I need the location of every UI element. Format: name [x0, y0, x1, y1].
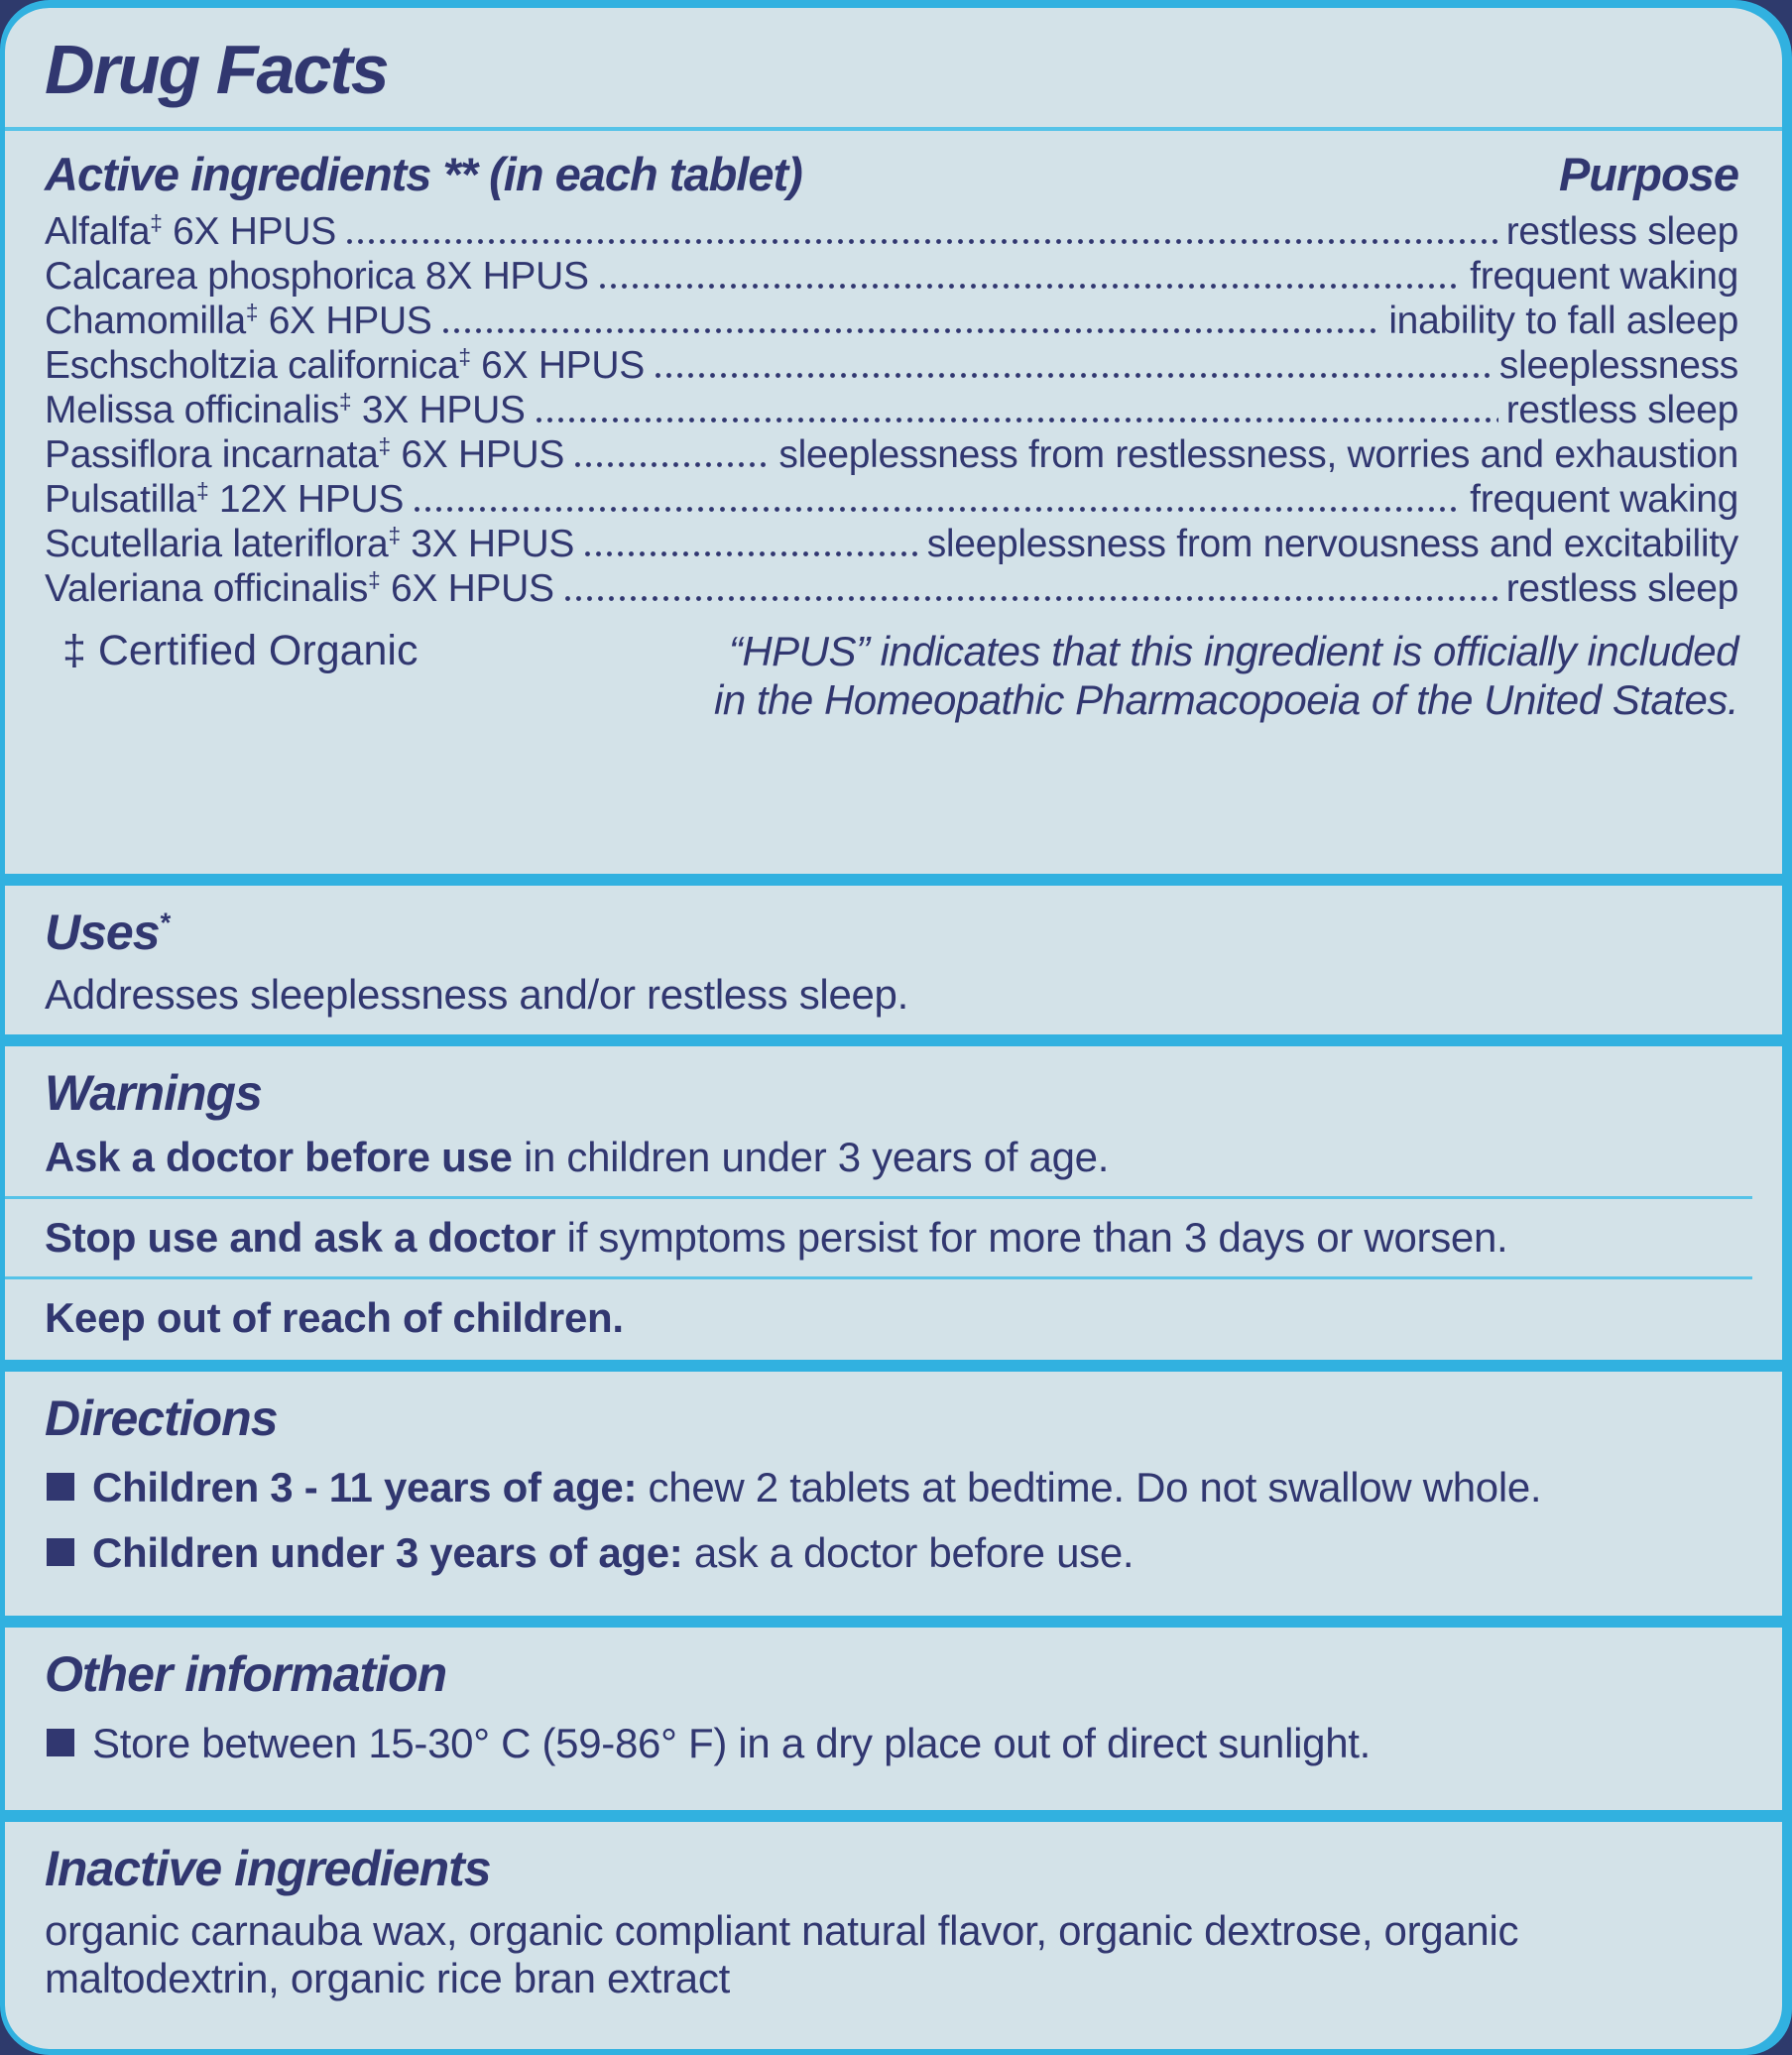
dotted-leader	[597, 284, 1462, 289]
ingredient-purpose: restless sleep	[1505, 389, 1738, 431]
ingredient-name: Chamomilla‡ 6X HPUS	[45, 300, 432, 342]
inactive-ingredients-body: organic carnauba wax, organic compliant natural flavor, organic dextrose, organic maltodextrin, organic rice bran extract	[45, 1907, 1519, 2001]
dotted-leader	[582, 551, 919, 556]
ingredient-name: Valeriana officinalis‡ 6X HPUS	[45, 567, 554, 610]
hpus-note	[418, 627, 1739, 724]
dotted-leader	[344, 239, 1498, 244]
inactive-ingredients-heading: Inactive ingredients	[45, 1841, 491, 1896]
section-directions	[5, 1372, 1782, 1616]
dotted-leader	[572, 462, 771, 467]
directions-list	[45, 1463, 1738, 1578]
active-ingredients-heading: Active ingredients ** (in each tablet)	[45, 148, 802, 200]
directions-heading: Directions	[45, 1390, 278, 1446]
direction-item	[45, 1463, 1738, 1512]
direction-text: Children 3 - 11 years of age: chew 2 tablets at bedtime. Do not swallow whole.	[92, 1464, 1542, 1511]
dotted-leader	[653, 373, 1492, 378]
ingredient-name: Scutellaria lateriflora‡ 3X HPUS	[45, 523, 575, 565]
dotted-leader	[440, 328, 1381, 333]
square-bullet-icon	[47, 1473, 74, 1501]
ingredient-purpose: sleeplessness	[1498, 344, 1738, 387]
direction-item	[45, 1528, 1738, 1578]
ingredient-purpose: frequent waking	[1470, 255, 1738, 298]
ingredient-row	[45, 209, 1738, 254]
drug-facts-title: Drug Facts	[45, 31, 388, 108]
uses-asterisk: *	[159, 907, 170, 938]
ingredient-row	[45, 566, 1738, 611]
ingredient-purpose: sleeplessness from restlessness, worries and exhaustion	[778, 433, 1738, 476]
warnings-list	[45, 1134, 1738, 1342]
active-ingredients-header-row	[45, 147, 1738, 201]
square-bullet-icon	[47, 1538, 74, 1566]
direction-text: Children under 3 years of age: ask a doctor before use.	[92, 1529, 1135, 1576]
ingredient-list	[45, 209, 1738, 611]
section-other-information	[5, 1628, 1782, 1810]
uses-heading: Uses*	[45, 905, 170, 960]
hpus-note-line2: in the Homeopathic Pharmacopoeia of the United States.	[714, 676, 1738, 723]
purpose-heading: Purpose	[1558, 148, 1738, 200]
ingredient-name: Melissa officinalis‡ 3X HPUS	[45, 389, 526, 431]
ingredient-purpose: inability to fall asleep	[1388, 300, 1738, 342]
dotted-leader	[534, 418, 1498, 423]
warning-item: Stop use and ask a doctor if symptoms persist for more than 3 days or worsen.	[5, 1196, 1752, 1262]
ingredient-name: Pulsatilla‡ 12X HPUS	[45, 478, 405, 521]
ingredient-name: Calcarea phosphorica 8X HPUS	[45, 255, 589, 298]
other-information-heading: Other information	[45, 1646, 447, 1702]
hpus-note-line1: “HPUS” indicates that this ingredient is officially included	[728, 628, 1738, 674]
ingredient-purpose: restless sleep	[1505, 567, 1738, 610]
other-information-text: Store between 15-30° C (59-86° F) in a dry place out of direct sunlight.	[92, 1720, 1372, 1766]
footnote-row	[45, 627, 1738, 724]
section-active-ingredients	[5, 8, 1782, 874]
section-inactive-ingredients	[5, 1822, 1782, 2049]
ingredient-name: Eschscholtzia californica‡ 6X HPUS	[45, 344, 645, 387]
dotted-leader	[562, 596, 1498, 601]
warning-item: Keep out of reach of children.	[5, 1276, 1752, 1342]
other-information-list	[45, 1719, 1738, 1768]
warning-item: Ask a doctor before use in children under 3 years of age.	[45, 1134, 1110, 1180]
warnings-heading: Warnings	[45, 1065, 262, 1121]
uses-body: Addresses sleeplessness and/or restless sleep.	[45, 971, 908, 1018]
certified-organic-note: ‡ Certified Organic	[62, 627, 418, 674]
ingredient-purpose: sleeplessness from nervousness and excitability	[926, 523, 1738, 565]
ingredient-purpose: restless sleep	[1505, 210, 1738, 253]
ingredient-purpose: frequent waking	[1470, 478, 1738, 521]
section-uses	[5, 886, 1782, 1034]
square-bullet-icon	[47, 1729, 74, 1756]
title-divider	[5, 127, 1782, 131]
section-warnings	[5, 1046, 1782, 1360]
other-information-item	[45, 1719, 1738, 1768]
ingredient-name: Alfalfa‡ 6X HPUS	[45, 210, 336, 253]
ingredient-name: Passiflora incarnata‡ 6X HPUS	[45, 433, 565, 476]
dotted-leader	[412, 507, 1462, 512]
